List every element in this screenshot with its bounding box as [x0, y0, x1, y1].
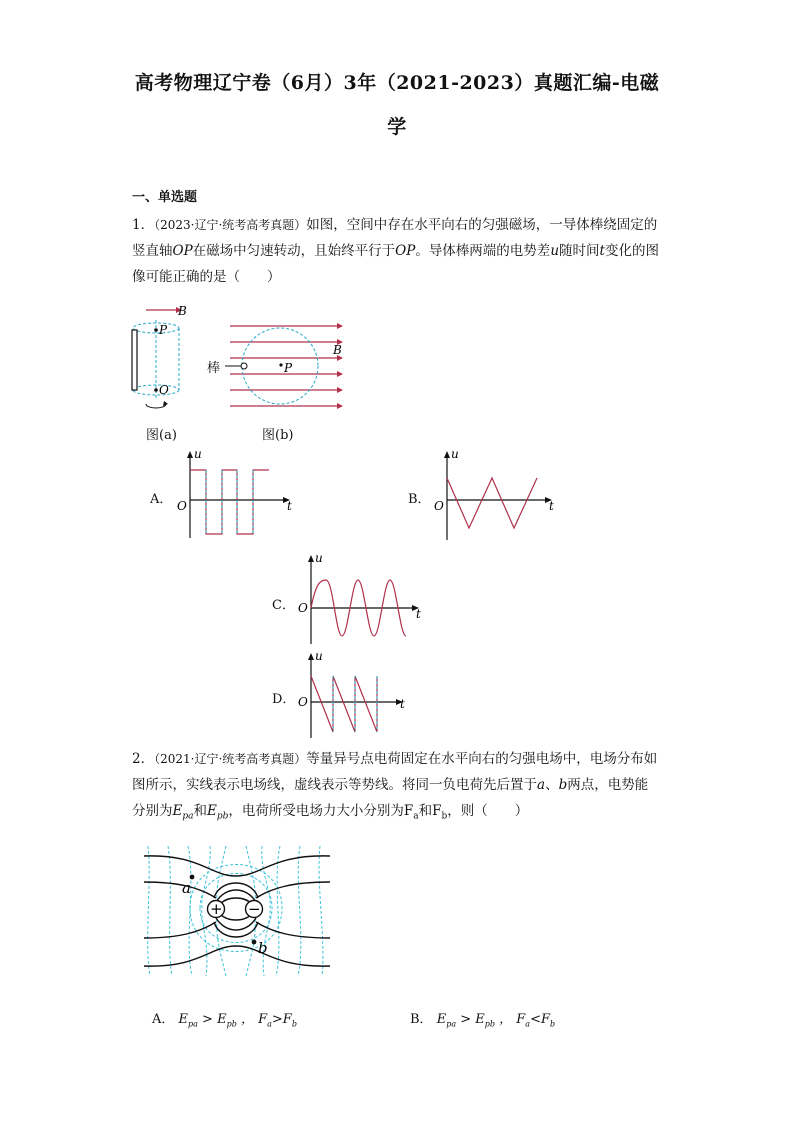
- negative-charge: −: [248, 900, 261, 918]
- svg-text:O: O: [298, 601, 308, 615]
- point-b-label: b: [258, 939, 268, 957]
- dipole-field-figure: [140, 842, 335, 980]
- point-a-label: a: [182, 879, 191, 897]
- figure-b-caption: 图(b): [262, 428, 294, 443]
- q2-option-a: A． $E_{pa} > E_{pb}$ ， $F_a>F_b$: [152, 1012, 297, 1029]
- label-P-top: P: [284, 361, 293, 375]
- option-d-graph: [296, 650, 416, 740]
- svg-text:t: t: [400, 697, 405, 711]
- page-title: 高考物理辽宁卷（6月）3年（2021-2023）真题汇编-电磁: [134, 72, 660, 94]
- svg-text:u: u: [451, 447, 459, 461]
- option-c-letter: C．: [272, 598, 295, 613]
- option-d-letter: D．: [272, 692, 296, 707]
- svg-text:u: u: [315, 649, 323, 663]
- figure-a-rotating-rod: [128, 300, 198, 420]
- section-heading: 一、单选题: [132, 190, 198, 205]
- svg-text:u: u: [194, 447, 202, 461]
- option-b-letter: B．: [408, 492, 431, 507]
- positive-charge: +: [210, 900, 223, 918]
- option-b-graph: [432, 448, 562, 543]
- svg-text:u: u: [315, 551, 323, 565]
- option-a-graph: [175, 448, 305, 543]
- question-1-text: 1．（2023·辽宁·统考高考真题）如图，空间中存在水平向右的匀强磁场，一导体棒绕固定的竖直轴OP在磁场中匀速转动，且始终平行于OP。导体棒两端的电势差u随时间t变化的图像可能正确的是（ ）: [132, 217, 659, 285]
- svg-text:O: O: [298, 695, 308, 709]
- label-O: O: [159, 383, 169, 397]
- question-2-text: 2．（2021·辽宁·统考高考真题）等量异号点电荷固定在水平向右的匀强电场中，电场分布如图所示，实线表示电场线，虚线表示等势线。将同一负电荷先后置于a、b两点，电势能分别为$E_{pa}$和$E_{pb}$，电荷所受电场力大小分别为$F_a$和$F_b$，则（ ）: [132, 751, 658, 822]
- svg-text:t: t: [549, 499, 554, 513]
- label-B-top: B: [333, 343, 342, 357]
- svg-text:O: O: [434, 499, 444, 513]
- figure-b-top-view: [205, 320, 355, 415]
- label-P: P: [159, 323, 168, 337]
- svg-text:t: t: [287, 499, 292, 513]
- label-B: B: [178, 304, 187, 318]
- svg-text:t: t: [416, 607, 421, 621]
- rod-label: 棒: [207, 361, 221, 376]
- figure-a-caption: 图(a): [146, 428, 177, 443]
- q2-option-b: B． $E_{pa} > E_{pb}$ ， $F_a<F_b$: [410, 1012, 556, 1029]
- page-title-continued: 学: [387, 116, 407, 138]
- svg-text:O: O: [177, 499, 187, 513]
- option-c-graph: [296, 552, 431, 647]
- option-a-letter: A．: [150, 492, 173, 507]
